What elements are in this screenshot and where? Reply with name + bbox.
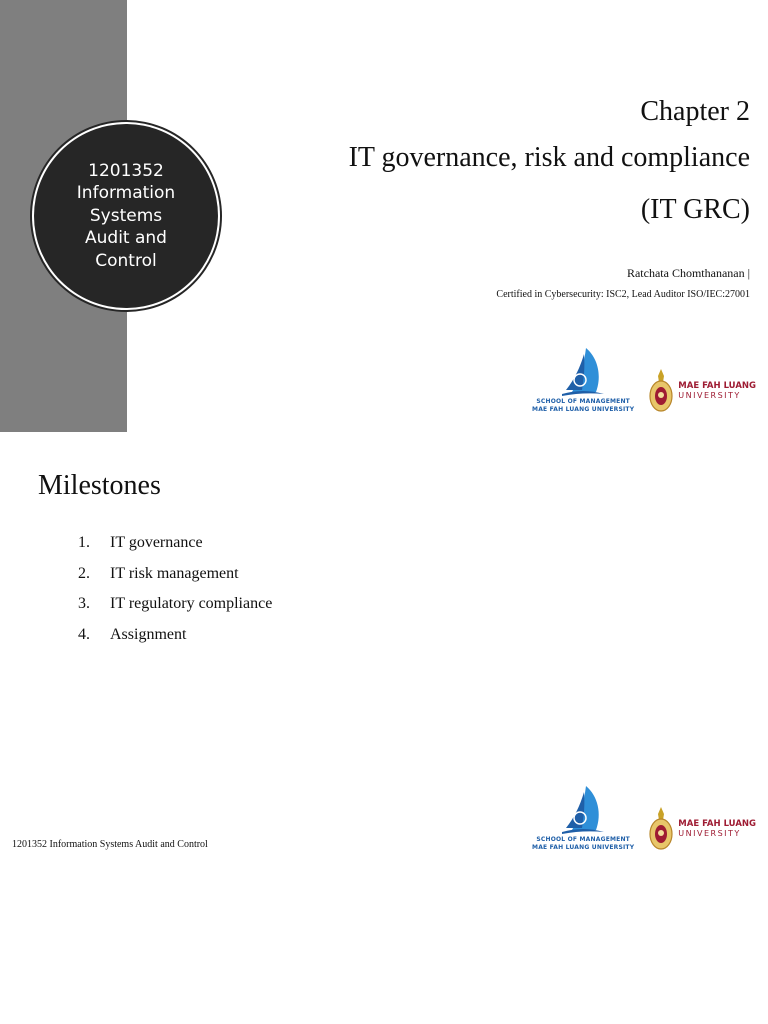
milestone-list xyxy=(78,528,272,650)
course-circle-text xyxy=(61,160,191,273)
list-item-label: IT governance xyxy=(110,534,203,551)
list-item-number: 3. xyxy=(78,595,90,612)
topic-abbreviation: (IT GRC) xyxy=(640,194,750,225)
university-emblem-icon xyxy=(648,806,674,852)
list-item xyxy=(78,589,272,620)
mfu-name: MAE FAH LUANG xyxy=(678,819,756,829)
mfu-logo xyxy=(648,806,756,852)
school-of-management-logo xyxy=(532,346,634,414)
certification-line: Certified in Cybersecurity: ISC2, Lead Auditor ISO/IEC:27001 xyxy=(496,289,750,300)
title-slide xyxy=(0,0,768,432)
course-line: Information xyxy=(76,183,176,204)
title-block xyxy=(349,92,750,236)
mfu-university: UNIVERSITY xyxy=(678,829,741,838)
course-line: Systems xyxy=(89,205,163,226)
list-item-number: 1. xyxy=(78,534,90,551)
footer-university-logos xyxy=(532,784,756,852)
mfu-name: MAE FAH LUANG xyxy=(678,381,756,391)
school-name-line2: MAE FAH LUANG UNIVERSITY xyxy=(532,844,635,851)
mfu-university: UNIVERSITY xyxy=(678,391,741,400)
school-name-line1: SCHOOL OF MANAGEMENT xyxy=(536,836,630,843)
mfu-wordmark xyxy=(678,819,756,839)
school-of-management-logo xyxy=(532,784,634,852)
sailboat-icon xyxy=(558,784,608,836)
list-item-number: 4. xyxy=(78,625,90,643)
course-line: Audit and xyxy=(85,228,167,249)
list-item-label: IT regulatory compliance xyxy=(110,595,273,612)
list-item xyxy=(78,620,272,651)
mfu-logo xyxy=(648,368,756,414)
slide-footer: 1201352 Information Systems Audit and Control xyxy=(12,839,208,850)
course-line: Control xyxy=(95,250,157,271)
sailboat-icon xyxy=(558,346,608,398)
course-line: 1201352 xyxy=(88,160,164,181)
list-item xyxy=(78,528,272,559)
course-circle xyxy=(36,126,216,306)
school-name-line2: MAE FAH LUANG UNIVERSITY xyxy=(532,406,635,413)
milestones-heading: Milestones xyxy=(38,470,161,501)
topic-title: IT governance, risk and compliance xyxy=(348,142,750,173)
list-item-label: IT risk management xyxy=(110,564,239,582)
list-item xyxy=(78,559,272,590)
university-logos xyxy=(532,346,756,414)
author-name: Ratchata Chomthananan | xyxy=(626,266,750,280)
list-item-label: Assignment xyxy=(110,625,187,643)
school-name-line1: SCHOOL OF MANAGEMENT xyxy=(536,398,630,405)
mfu-wordmark xyxy=(678,381,756,401)
university-emblem-icon xyxy=(648,368,674,414)
chapter-title: Chapter 2 xyxy=(640,96,750,127)
list-item-number: 2. xyxy=(78,564,90,582)
